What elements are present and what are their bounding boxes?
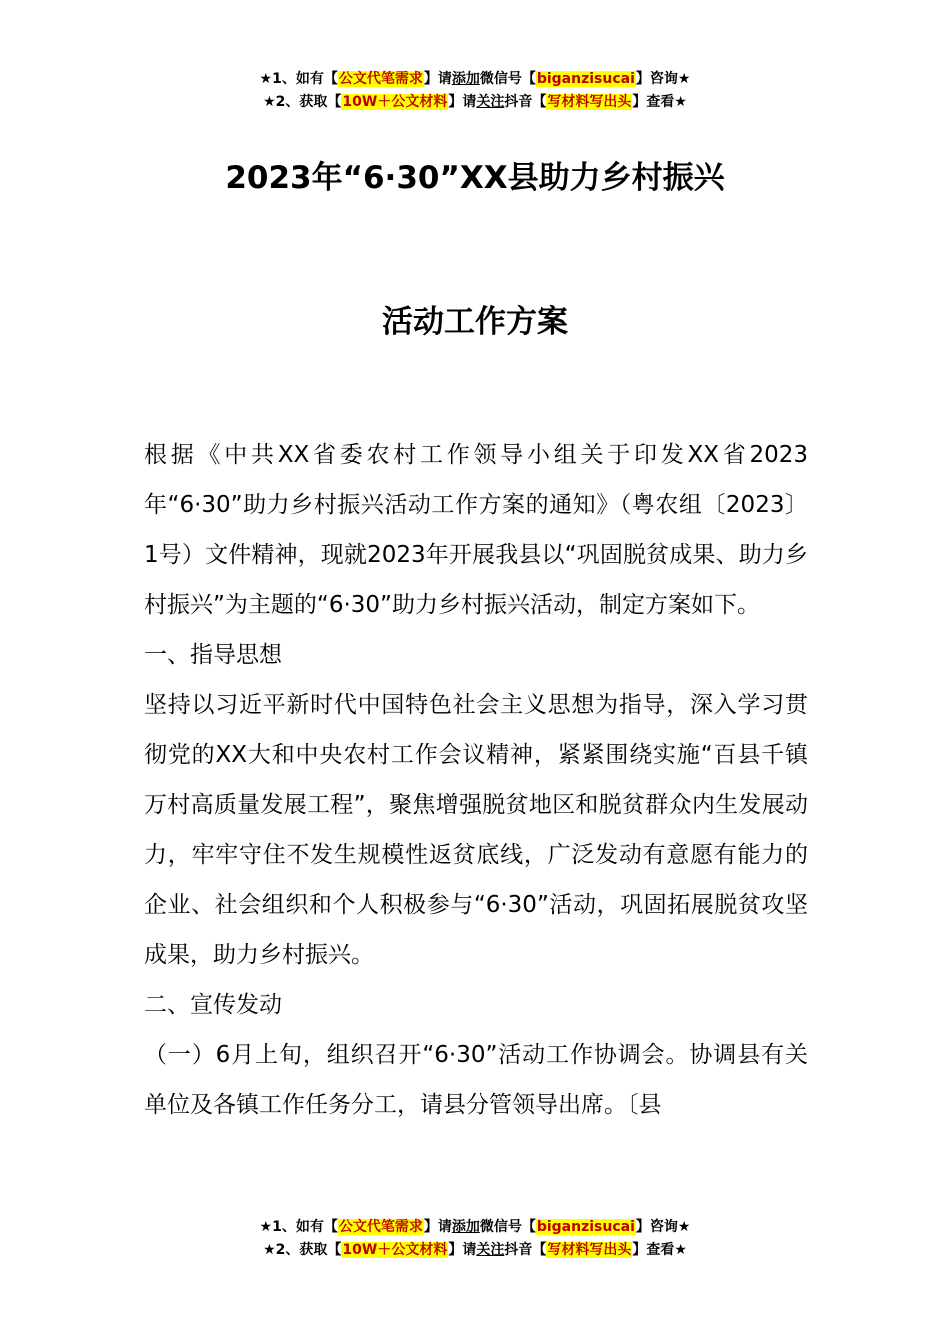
banner-highlight: 10W＋公文材料	[342, 1242, 448, 1258]
footer-banner	[0, 1216, 950, 1262]
banner-text: 微信号【	[479, 1219, 536, 1235]
banner-underline: 添加	[451, 1219, 480, 1235]
banner-underline: 添加	[451, 71, 480, 87]
banner-text: 】查看★	[632, 1242, 687, 1258]
header-banner	[0, 68, 950, 114]
section-heading-guiding-ideology: 一、指导思想	[144, 642, 282, 668]
banner-text: 抖音【	[504, 1242, 547, 1258]
banner-highlight: 写材料写出头	[547, 94, 632, 110]
banner-text: 抖音【	[504, 94, 547, 110]
banner-text: ★1、如有【	[259, 1219, 338, 1235]
banner-text: ★2、获取【	[263, 1242, 342, 1258]
banner-highlight: biganzisucai	[536, 1219, 635, 1235]
intro-paragraph: 根据《中共XX省委农村工作领导小组关于印发XX省2023年“6·30”助力乡村振兴活动工作方案的通知》（粤农组〔2023〕1号）文件精神，现就2023年开展我县以“巩固脱贫成果、助力乡村振兴”为主题的“6·30”助力乡村振兴活动，制定方案如下。	[144, 442, 808, 618]
banner-text: 】请	[423, 71, 452, 87]
guiding-ideology-paragraph: 坚持以习近平新时代中国特色社会主义思想为指导，深入学习贯彻党的XX大和中央农村工作会议精神，紧紧围绕实施“百县千镇万村高质量发展工程”，聚焦增强脱贫地区和脱贫群众内生发展动力，牢牢守住不发生规模性返贫底线，广泛发动有意愿有能力的企业、社会组织和个人积极参与“6·30”活动，巩固拓展脱贫攻坚成果，助力乡村振兴。	[144, 692, 808, 968]
banner-text: 微信号【	[479, 71, 536, 87]
banner-line-2	[0, 91, 950, 114]
banner-text: 】请	[448, 94, 477, 110]
banner-highlight: 写材料写出头	[547, 1242, 632, 1258]
banner-text: ★2、获取【	[263, 94, 342, 110]
banner-text: 】咨询★	[635, 1219, 691, 1235]
banner-highlight: 公文代笔需求	[338, 71, 423, 87]
publicity-paragraph: （一）6月上旬，组织召开“6·30”活动工作协调会。协调县有关单位及各镇工作任务分工，请县分管领导出席。〔县	[144, 1042, 808, 1118]
document-title-line-2: 活动工作方案	[382, 304, 568, 340]
document-body	[144, 430, 808, 1130]
banner-line-1	[0, 68, 950, 91]
banner-highlight: 10W＋公文材料	[342, 94, 448, 110]
banner-highlight: 公文代笔需求	[338, 1219, 423, 1235]
banner-line-1	[0, 1216, 950, 1239]
banner-text: 】请	[423, 1219, 452, 1235]
banner-text: 】请	[448, 1242, 477, 1258]
banner-line-2	[0, 1239, 950, 1262]
banner-text: 】咨询★	[635, 71, 691, 87]
banner-highlight: biganzisucai	[536, 71, 635, 87]
banner-underline: 关注	[476, 1242, 505, 1258]
banner-text: ★1、如有【	[259, 71, 338, 87]
banner-underline: 关注	[476, 94, 505, 110]
document-title-line-1: 2023年“6·30”XX县助力乡村振兴	[225, 160, 725, 196]
section-heading-publicity: 二、宣传发动	[144, 992, 282, 1018]
banner-text: 】查看★	[632, 94, 687, 110]
